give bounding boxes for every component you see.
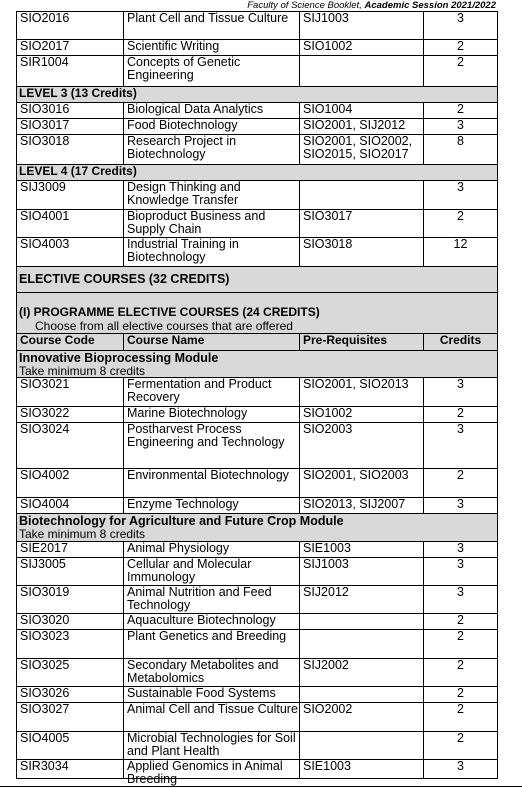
course-name: Plant Genetics and Breeding (124, 630, 300, 658)
table-row (17, 702, 497, 731)
table-row (17, 134, 497, 164)
course-code: SIO4001 (17, 210, 124, 237)
course-code: SIO2017 (17, 40, 124, 55)
course-prereq: SIO3017 (300, 210, 424, 237)
col-header-credits: Credits (439, 333, 482, 347)
page-bottom-rule (0, 786, 522, 787)
table-row (17, 55, 497, 86)
col-header-prereq: Pre-Requisites (300, 334, 424, 350)
table-row (17, 118, 497, 134)
course-name: Applied Genomics in Animal Breeding (124, 760, 300, 778)
course-name: Enzyme Technology (124, 498, 300, 513)
course-prereq (300, 181, 424, 209)
course-credits: 2 (457, 629, 464, 643)
course-code: SIR1004 (17, 56, 124, 86)
course-name: Design Thinking and Knowledge Transfer (124, 181, 300, 209)
course-name: Bioproduct Business and Supply Chain (124, 210, 300, 237)
table-row (17, 658, 497, 686)
table-row (17, 613, 497, 629)
course-prereq (300, 687, 424, 702)
course-prereq: SIO2001, SIJ2012 (300, 119, 424, 134)
course-code: SIJ3009 (17, 181, 124, 209)
course-prereq: SIO3018 (300, 238, 424, 266)
course-code: SIO4003 (17, 238, 124, 266)
course-code: SIO3021 (17, 378, 124, 406)
course-credits: 3 (457, 541, 464, 555)
course-prereq (300, 614, 424, 629)
course-prereq: SIE1003 (300, 760, 424, 778)
table-row (17, 209, 497, 237)
col-header-code: Course Code (17, 334, 124, 350)
course-name: Aquaculture Biotechnology (124, 614, 300, 629)
course-name: Sustainable Food Systems (124, 687, 300, 702)
course-name: Food Biotechnology (124, 119, 300, 134)
course-credits: 3 (457, 759, 464, 773)
course-code: SIO3027 (17, 703, 124, 731)
course-prereq: SIO2001, SIO2013 (300, 378, 424, 406)
course-name: Microbial Technologies for Soil and Plant Health (124, 732, 300, 759)
module-2-heading (17, 513, 497, 541)
table-row (17, 686, 497, 702)
level-3-heading: LEVEL 3 (13 Credits) (17, 86, 497, 102)
header-faculty: Faculty of Science Booklet, (247, 0, 365, 11)
module-1-note: Take minimum 8 credits (19, 364, 146, 378)
course-credits: 2 (457, 731, 464, 745)
module-2-note: Take minimum 8 credits (19, 527, 146, 541)
course-credits: 2 (457, 39, 464, 53)
course-credits: 3 (457, 377, 464, 391)
course-credits: 2 (457, 613, 464, 627)
course-code: SIO3016 (17, 103, 124, 118)
course-name: Plant Cell and Tissue Culture (124, 12, 300, 39)
course-code: SIJ3005 (17, 558, 124, 585)
course-prereq: SIJ1003 (300, 12, 424, 39)
course-name: Secondary Metabolites and Metabolomics (124, 659, 300, 686)
table-row (17, 237, 497, 266)
course-prereq: SIJ2012 (300, 586, 424, 613)
course-name: Marine Biotechnology (124, 407, 300, 422)
table-row (17, 731, 497, 759)
course-code: SIO3019 (17, 586, 124, 613)
table-row (17, 541, 497, 557)
course-credits: 3 (457, 11, 464, 25)
course-prereq: SIO2002 (300, 703, 424, 731)
course-prereq (300, 630, 424, 658)
course-credits: 3 (457, 585, 464, 599)
course-prereq: SIO1002 (300, 407, 424, 422)
course-credits: 3 (457, 557, 464, 571)
course-prereq: SIO1002 (300, 40, 424, 55)
course-code: SIR3034 (17, 760, 124, 778)
table-row (17, 180, 497, 209)
course-code: SIO3018 (17, 135, 124, 164)
course-code: SIO3022 (17, 407, 124, 422)
course-code: SIO3025 (17, 659, 124, 686)
course-credits: 2 (457, 658, 464, 672)
course-prereq: SIE1003 (300, 542, 424, 557)
course-credits: 2 (457, 702, 464, 716)
course-code: SIO3023 (17, 630, 124, 658)
course-code: SIO2016 (17, 12, 124, 39)
table-row (17, 422, 497, 468)
course-credits: 3 (457, 118, 464, 132)
course-credits: 2 (457, 468, 464, 482)
header-session: Academic Session 2021/2022 (364, 0, 496, 11)
table-row (17, 557, 497, 585)
course-name: Research Project in Biotechnology (124, 135, 300, 164)
course-name: Animal Physiology (124, 542, 300, 557)
table-row (17, 585, 497, 613)
course-name: Animal Cell and Tissue Culture (124, 703, 300, 731)
course-name: Scientific Writing (124, 40, 300, 55)
course-credits: 12 (453, 237, 468, 251)
module-1-title: Innovative Bioprocessing Module (19, 351, 219, 365)
course-name: Cellular and Molecular Immunology (124, 558, 300, 585)
table-row (17, 468, 497, 497)
table-row (17, 629, 497, 658)
course-name: Concepts of Genetic Engineering (124, 56, 300, 86)
course-prereq: SIJ2002 (300, 659, 424, 686)
level-4-heading: LEVEL 4 (17 Credits) (17, 164, 497, 180)
course-credits: 2 (457, 102, 464, 116)
column-header-row (17, 333, 497, 350)
course-prereq: SIO2001, SIO2003 (300, 469, 424, 497)
course-credits: 2 (457, 209, 464, 223)
course-code: SIO4005 (17, 732, 124, 759)
module-1-heading (17, 350, 497, 377)
col-header-name: Course Name (124, 334, 300, 350)
course-credits: 2 (457, 686, 464, 700)
course-credits: 3 (457, 422, 464, 436)
course-prereq (300, 56, 424, 86)
course-credits: 8 (457, 134, 464, 148)
module-2-title: Biotechnology for Agriculture and Future Crop Module (19, 514, 344, 528)
course-name: Industrial Training in Biotechnology (124, 238, 300, 266)
course-table (16, 11, 498, 786)
course-name: Postharvest Process Engineering and Technology (124, 423, 300, 468)
programme-elective-block (17, 292, 497, 333)
course-credits: 2 (457, 406, 464, 420)
course-name: Biological Data Analytics (124, 103, 300, 118)
course-name: Environmental Biotechnology (124, 469, 300, 497)
course-code: SIO3026 (17, 687, 124, 702)
course-credits: 3 (457, 497, 464, 511)
programme-elective-note: Choose from all elective courses that are offered (35, 319, 293, 333)
course-prereq: SIO1004 (300, 103, 424, 118)
course-name: Fermentation and Product Recovery (124, 378, 300, 406)
programme-elective-title: (I) PROGRAMME ELECTIVE COURSES (24 CREDITS) (19, 305, 320, 319)
table-row (17, 377, 497, 406)
elective-heading: ELECTIVE COURSES (32 CREDITS) (17, 266, 497, 292)
course-credits: 2 (457, 55, 464, 69)
page-header (247, 0, 496, 11)
table-row (17, 759, 497, 786)
course-code: SIO4002 (17, 469, 124, 497)
course-prereq (300, 732, 424, 759)
course-prereq: SIO2013, SIJ2007 (300, 498, 424, 513)
course-prereq: SIO2003 (300, 423, 424, 468)
course-code: SIO4004 (17, 498, 124, 513)
course-prereq: SIO2001, SIO2002, SIO2015, SIO2017 (300, 135, 424, 164)
course-prereq: SIJ1003 (300, 558, 424, 585)
table-row (17, 39, 497, 55)
course-code: SIO3024 (17, 423, 124, 468)
table-row (17, 406, 497, 422)
table-row (17, 497, 497, 513)
course-code: SIE2017 (17, 542, 124, 557)
course-name: Animal Nutrition and Feed Technology (124, 586, 300, 613)
table-row (17, 102, 497, 118)
course-credits: 3 (457, 180, 464, 194)
course-code: SIO3017 (17, 119, 124, 134)
table-row (17, 12, 497, 39)
course-code: SIO3020 (17, 614, 124, 629)
